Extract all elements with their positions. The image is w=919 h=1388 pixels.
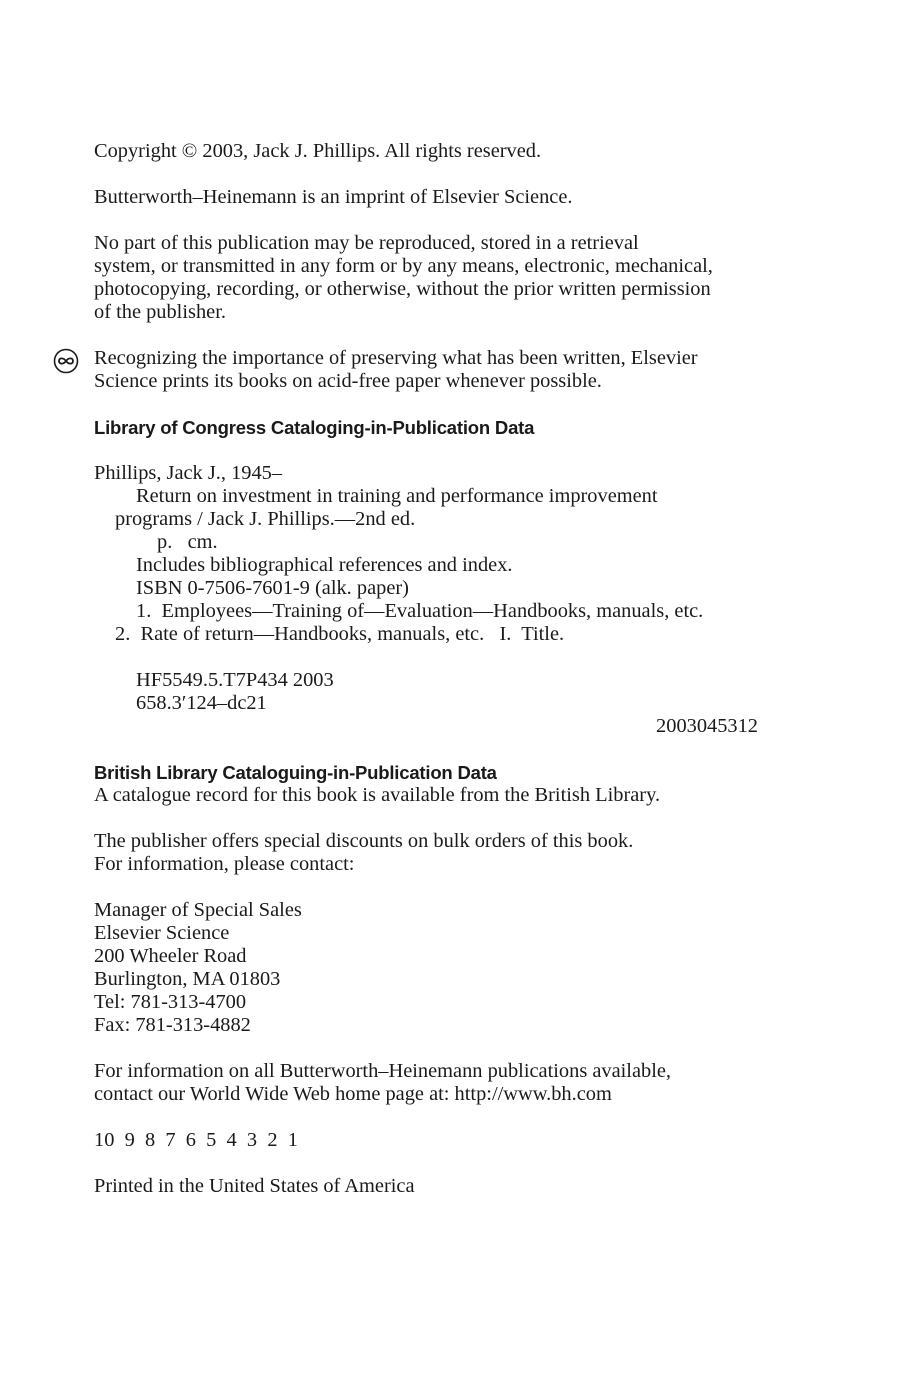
british-library-section <box>94 761 814 807</box>
printing-line <box>94 1129 814 1152</box>
discount-line: The publisher offers special discounts on bulk orders of this book. <box>94 830 634 852</box>
permission-line: No part of this publication may be reproduced, stored in a retrieval <box>94 232 639 254</box>
loc-call-number: HF5549.5.T7P434 2003 <box>136 669 334 691</box>
loc-dewey: 658.3′124–dc21 <box>136 692 267 714</box>
contact-phone: Tel: 781-313-4700 <box>94 991 247 1013</box>
loc-subject-1: 1. Employees—Training of—Evaluation—Handbooks, manuals, etc. <box>136 600 704 622</box>
acid-free-line: Science prints its books on acid-free paper whenever possible. <box>94 370 602 392</box>
printing-numbers: 10 9 8 7 6 5 4 3 2 1 <box>94 1129 298 1151</box>
contact-line: 200 Wheeler Road <box>94 945 247 967</box>
loc-author: Phillips, Jack J., 1945– <box>94 462 283 484</box>
loc-record <box>94 462 814 738</box>
bl-heading: British Library Cataloguing-in-Publication Data <box>94 762 497 783</box>
contact-line: Burlington, MA 01803 <box>94 968 281 990</box>
loc-includes: Includes bibliographical references and index. <box>136 554 513 576</box>
discount-notice <box>94 830 814 876</box>
loc-heading <box>94 416 814 439</box>
loc-subject-2: 2. Rate of return—Handbooks, manuals, etc. I. Title. <box>115 623 565 645</box>
loc-isbn: ISBN 0-7506-7601-9 (alk. paper) <box>136 577 409 599</box>
copyright-line: Copyright © 2003, Jack J. Phillips. All rights reserved. <box>94 140 542 162</box>
bl-text: A catalogue record for this book is available from the British Library. <box>94 784 661 806</box>
loc-pages: p. cm. <box>157 531 218 553</box>
acid-free-line: Recognizing the importance of preserving what has been written, Elsevier <box>94 347 698 369</box>
imprint-notice <box>94 186 814 209</box>
printed-in <box>94 1175 814 1198</box>
infinity-circle-icon <box>53 348 79 374</box>
imprint-line: Butterworth–Heinemann is an imprint of Elsevier Science. <box>94 186 573 208</box>
discount-line: For information, please contact: <box>94 853 355 875</box>
contact-address <box>94 899 814 1037</box>
printed-in-text: Printed in the United States of America <box>94 1175 415 1197</box>
permission-notice <box>94 232 814 324</box>
loc-heading-text: Library of Congress Cataloging-in-Publication Data <box>94 417 535 438</box>
acid-free-notice <box>94 347 814 393</box>
contact-line: Manager of Special Sales <box>94 899 302 921</box>
contact-fax: Fax: 781-313-4882 <box>94 1014 251 1036</box>
permission-line: of the publisher. <box>94 301 226 323</box>
permission-line: photocopying, recording, or otherwise, without the prior written permission <box>94 278 711 300</box>
contact-line: Elsevier Science <box>94 922 230 944</box>
web-line: For information on all Butterworth–Heinemann publications available, <box>94 1060 672 1082</box>
loc-title-line1: Return on investment in training and performance improvement <box>136 485 658 507</box>
copyright-notice <box>94 140 814 163</box>
web-line: contact our World Wide Web home page at: http://www.bh.com <box>94 1083 612 1105</box>
loc-lccn: 2003045312 <box>656 715 758 737</box>
loc-title-line2: programs / Jack J. Phillips.—2nd ed. <box>115 508 416 530</box>
permission-line: system, or transmitted in any form or by any means, electronic, mechanical, <box>94 255 713 277</box>
web-notice <box>94 1060 814 1106</box>
copyright-page <box>94 140 814 1198</box>
